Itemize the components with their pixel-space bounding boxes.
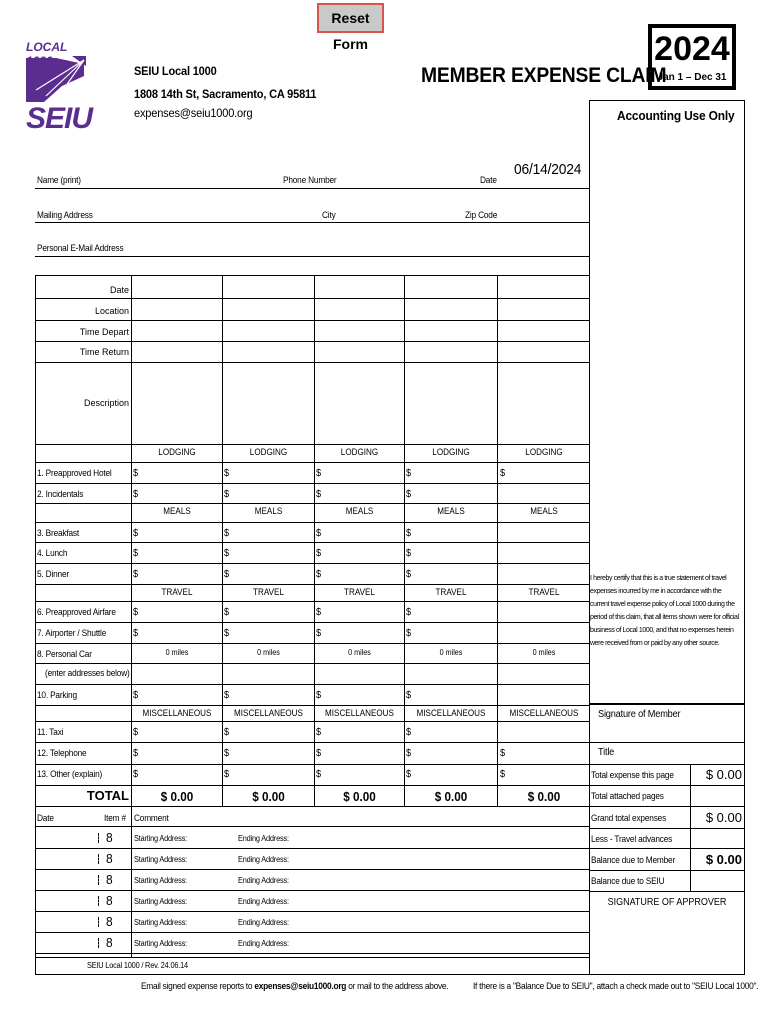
certification-text: I hereby certify that this is a true statement of travel expenses incurred by me in accordance with the current travel expense policy of Local 1000 during the period of this claim, that all items shown were for official business of Local 1000, and that no expenses herein were received from or paid by any other source. [590, 575, 739, 647]
dollar-field[interactable]: $ [406, 727, 411, 738]
comment-item-number[interactable]: 8 [106, 851, 113, 866]
lodging-header-5: LODGING [525, 447, 563, 457]
year-value: 2024 [654, 30, 730, 68]
summary-value-total-page: $ 0.00 [705, 767, 742, 782]
dollar-field[interactable]: $ [406, 769, 411, 780]
dollar-field[interactable]: $ [224, 690, 229, 701]
city-label: City [322, 210, 336, 220]
dollar-field[interactable]: $ [133, 528, 138, 539]
dollar-field[interactable]: $ [316, 628, 321, 639]
row-telephone: 12. Telephone [37, 748, 87, 758]
dollar-field[interactable]: $ [406, 607, 411, 618]
dollar-field[interactable]: $ [224, 569, 229, 580]
meals-header-3: MEALS [345, 506, 374, 516]
total-col-4: $ 0.00 [434, 789, 468, 804]
phone-label: Phone Number [283, 175, 337, 185]
revision-text: SEIU Local 1000 / Rev. 24.06.14 [87, 961, 188, 970]
org-name: SEIU Local 1000 [134, 64, 217, 78]
total-col-5: $ 0.00 [527, 789, 561, 804]
page-title: MEMBER EXPENSE CLAIM [421, 64, 667, 87]
comment-start-address[interactable]: Starting Address: [134, 918, 187, 927]
dollar-field[interactable]: $ [133, 468, 138, 479]
footer-pre: Email signed expense reports to [141, 981, 255, 992]
dollar-field[interactable]: $ [224, 748, 229, 759]
comment-comment-header: Comment [134, 813, 169, 823]
row-other: 13. Other (explain) [37, 769, 103, 779]
comment-item-header: Item # [104, 813, 126, 823]
comment-end-address[interactable]: Ending Address: [238, 897, 289, 906]
trip-location-label: Location [94, 306, 129, 316]
comment-item-number[interactable]: 8 [106, 872, 113, 887]
summary-label-due-member: Balance due to Member [591, 855, 676, 865]
dollar-field[interactable]: $ [316, 468, 321, 479]
dollar-field[interactable]: $ [316, 727, 321, 738]
dollar-field[interactable]: $ [224, 468, 229, 479]
accounting-label: Accounting Use Only [617, 108, 735, 123]
dollar-field[interactable]: $ [133, 769, 138, 780]
date-label: Date [480, 175, 497, 185]
logo-local-text: LOCAL [26, 40, 68, 54]
meals-header-1: MEALS [163, 506, 191, 516]
footer-email[interactable]: expenses@seiu1000.org [254, 981, 347, 992]
travel-header-1: TRAVEL [161, 587, 193, 597]
lodging-header-2: LODGING [249, 447, 288, 457]
trip-depart-label: Time Depart [79, 327, 129, 337]
miles-2[interactable]: 0 miles [257, 648, 280, 657]
total-label: TOTAL [86, 788, 129, 803]
row-parking: 10. Parking [37, 690, 77, 700]
row-incidentals: 2. Incidentals [37, 489, 84, 499]
dollar-field[interactable]: $ [500, 769, 505, 780]
miles-4[interactable]: 0 miles [439, 648, 463, 657]
dollar-field[interactable]: $ [224, 727, 229, 738]
dollar-field[interactable]: $ [224, 628, 229, 639]
comment-date-header: Date [37, 813, 54, 823]
miles-3[interactable]: 0 miles [348, 648, 371, 657]
miles-1[interactable]: 0 miles [165, 648, 189, 657]
summary-label-attached: Total attached pages [591, 791, 664, 801]
dollar-field[interactable]: $ [224, 607, 229, 618]
summary-label-due-seiu: Balance due to SEIU [591, 876, 665, 886]
footer-post: or mail to the address above. [346, 981, 449, 992]
row-addresses-note: (enter addresses below) [45, 668, 130, 678]
travel-header-4: TRAVEL [435, 587, 467, 597]
email-label: Personal E-Mail Address [37, 243, 124, 253]
dollar-field[interactable]: $ [224, 528, 229, 539]
dollar-field[interactable]: $ [133, 628, 138, 639]
zip-label: Zip Code [465, 210, 498, 220]
comment-end-address[interactable]: Ending Address: [238, 855, 289, 864]
row-breakfast: 3. Breakfast [37, 528, 79, 538]
dollar-field[interactable]: $ [133, 569, 138, 580]
comment-start-address[interactable]: Starting Address: [134, 939, 187, 948]
dollar-field[interactable]: $ [406, 569, 411, 580]
logo-seiu-text: SEIU [26, 102, 93, 135]
travel-header-3: TRAVEL [344, 587, 375, 597]
summary-value-due-member: $ 0.00 [705, 852, 742, 867]
dollar-field[interactable]: $ [406, 468, 411, 479]
dollar-field[interactable]: $ [406, 690, 411, 701]
row-taxi: 11. Taxi [37, 727, 64, 737]
travel-header-2: TRAVEL [253, 587, 284, 597]
trip-return-label: Time Return [79, 347, 129, 357]
row-airfare: 6. Preapproved Airfare [37, 607, 116, 617]
approver-signature-label: SIGNATURE OF APPROVER [607, 897, 727, 908]
misc-header-1: MISCELLANEOUS [142, 708, 212, 718]
comment-end-address[interactable]: Ending Address: [238, 918, 289, 927]
meals-header-4: MEALS [437, 506, 465, 516]
row-shuttle: 7. Airporter / Shuttle [37, 628, 107, 638]
total-col-2: $ 0.00 [252, 789, 285, 804]
dollar-field[interactable]: $ [316, 748, 321, 759]
misc-header-5: MISCELLANEOUS [509, 708, 579, 718]
comment-start-address[interactable]: Starting Address: [134, 897, 187, 906]
comment-item-number[interactable]: 8 [106, 830, 113, 845]
row-lunch: 4. Lunch [37, 548, 68, 558]
comment-end-address[interactable]: Ending Address: [238, 834, 289, 843]
dollar-field[interactable]: $ [406, 628, 411, 639]
total-col-3: $ 0.00 [343, 789, 376, 804]
dollar-field[interactable]: $ [316, 690, 321, 701]
dollar-field[interactable]: $ [133, 727, 138, 738]
dollar-field[interactable]: $ [316, 489, 321, 500]
member-signature-label: Signature of Member [598, 709, 681, 720]
footer-note: If there is a "Balance Due to SEIU", attach a check made out to "SEIU Local 1000". [473, 981, 759, 992]
expense-grid [35, 275, 590, 975]
year-box [648, 24, 736, 90]
dollar-field[interactable]: $ [406, 548, 411, 559]
comment-start-address[interactable]: Starting Address: [134, 876, 187, 885]
reset-form-button[interactable]: Reset Form [317, 3, 384, 33]
footer-instructions [141, 981, 448, 992]
dollar-field[interactable]: $ [133, 548, 138, 559]
meals-header-5: MEALS [530, 506, 558, 516]
dollar-field[interactable]: $ [224, 548, 229, 559]
seiu-logo [26, 40, 93, 136]
dollar-field[interactable]: $ [406, 748, 411, 759]
title-label: Title [598, 747, 615, 758]
trip-date-label: Date [109, 285, 129, 295]
dollar-field[interactable]: $ [316, 528, 321, 539]
lodging-header-1: LODGING [158, 447, 196, 457]
comment-end-address[interactable]: Ending Address: [238, 876, 289, 885]
dollar-field[interactable]: $ [316, 607, 321, 618]
dollar-field[interactable]: $ [133, 690, 138, 701]
dollar-field[interactable]: $ [316, 548, 321, 559]
year-range: Jan 1 – Dec 31 [657, 72, 727, 83]
comment-item-number[interactable]: 8 [106, 914, 113, 929]
mailing-label: Mailing Address [37, 210, 93, 220]
summary-value-grand: $ 0.00 [705, 810, 742, 825]
date-value[interactable]: 06/14/2024 [514, 161, 582, 178]
row-preapproved-hotel: 1. Preapproved Hotel [37, 468, 112, 478]
comment-start-address[interactable]: Starting Address: [134, 834, 187, 843]
comment-item-number[interactable]: 8 [106, 935, 113, 950]
summary-label-grand: Grand total expenses [591, 813, 667, 823]
lodging-header-4: LODGING [432, 447, 470, 457]
comment-end-address[interactable]: Ending Address: [238, 939, 289, 948]
logo-sunburst-icon [26, 56, 88, 102]
dollar-field[interactable]: $ [133, 489, 138, 500]
name-label: Name (print) [37, 175, 81, 185]
description-label: Description [83, 398, 129, 408]
misc-header-2: MISCELLANEOUS [234, 708, 303, 718]
dollar-field[interactable]: $ [500, 468, 505, 479]
org-email: expenses@seiu1000.org [134, 106, 253, 120]
travel-header-5: TRAVEL [528, 587, 560, 597]
dollar-field[interactable]: $ [224, 489, 229, 500]
comment-start-address[interactable]: Starting Address: [134, 855, 187, 864]
total-col-1: $ 0.00 [160, 789, 194, 804]
lodging-header-3: LODGING [340, 447, 379, 457]
misc-header-3: MISCELLANEOUS [325, 708, 394, 718]
dollar-field[interactable]: $ [406, 528, 411, 539]
dollar-field[interactable]: $ [500, 748, 505, 759]
misc-header-4: MISCELLANEOUS [416, 708, 486, 718]
dollar-field[interactable]: $ [133, 748, 138, 759]
comment-item-number[interactable]: 8 [106, 893, 113, 908]
org-address: 1808 14th St, Sacramento, CA 95811 [134, 87, 317, 101]
miles-5[interactable]: 0 miles [532, 648, 556, 657]
dollar-field[interactable]: $ [316, 569, 321, 580]
row-dinner: 5. Dinner [37, 569, 69, 579]
dollar-field[interactable]: $ [406, 489, 411, 500]
dollar-field[interactable]: $ [133, 607, 138, 618]
row-personal-car: 8. Personal Car [37, 649, 92, 659]
dollar-field[interactable]: $ [316, 769, 321, 780]
summary-label-total-page: Total expense this page [591, 770, 674, 780]
meals-header-2: MEALS [254, 506, 283, 516]
summary-label-advances: Less - Travel advances [591, 834, 673, 844]
dollar-field[interactable]: $ [224, 769, 229, 780]
